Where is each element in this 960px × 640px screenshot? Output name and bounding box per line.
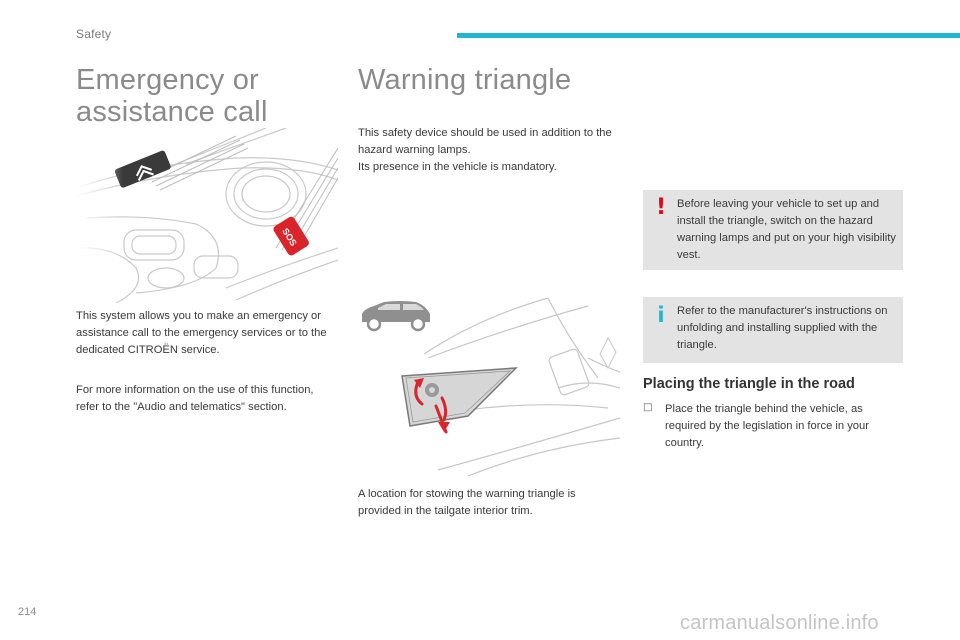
exclamation-icon: ! xyxy=(655,195,667,220)
warning-triangle-compartment xyxy=(402,368,516,426)
header-accent-bar xyxy=(457,33,960,38)
sos-dashboard-illustration xyxy=(76,128,338,304)
bullet-checkbox-icon: □ xyxy=(643,402,653,413)
section-label: Safety xyxy=(76,27,112,41)
left-title-line1: Emergency or xyxy=(76,64,259,96)
warning-note-text: Before leaving your vehicle to set up and install the triangle, switch on the hazard warning lamps and put on your high visibility vest. xyxy=(677,198,896,261)
placing-heading: Placing the triangle in the road xyxy=(643,376,855,392)
page-number: 214 xyxy=(18,606,37,618)
intro-paragraph-2: Its presence in the vehicle is mandatory. xyxy=(358,161,557,173)
tailgate-triangle-illustration xyxy=(358,298,620,476)
left-title-line2: assistance call xyxy=(76,96,268,128)
left-title xyxy=(76,64,346,128)
left-paragraph-1: This system allows you to make an emergency or assistance call to the emergency services or to the dedicated CITROËN service. xyxy=(76,310,327,356)
warning-note xyxy=(643,190,903,270)
left-paragraph-2: For more information on the use of this function, refer to the "Audio and telematics" section. xyxy=(76,384,314,413)
right-title: Warning triangle xyxy=(358,64,572,96)
info-icon: i xyxy=(657,303,665,327)
intro-paragraph-1: This safety device should be used in addition to the hazard warning lamps. xyxy=(358,127,612,156)
watermark: carmanualsonline.info xyxy=(680,612,879,634)
info-note xyxy=(643,297,903,363)
info-note-text: Refer to the manufacturer's instructions on unfolding and installing supplied with the triangle. xyxy=(677,305,888,351)
storage-caption: A location for stowing the warning triangle is provided in the tailgate interior trim. xyxy=(358,488,576,517)
placing-bullet-text: Place the triangle behind the vehicle, as required by the legislation in force in your country. xyxy=(665,403,869,449)
